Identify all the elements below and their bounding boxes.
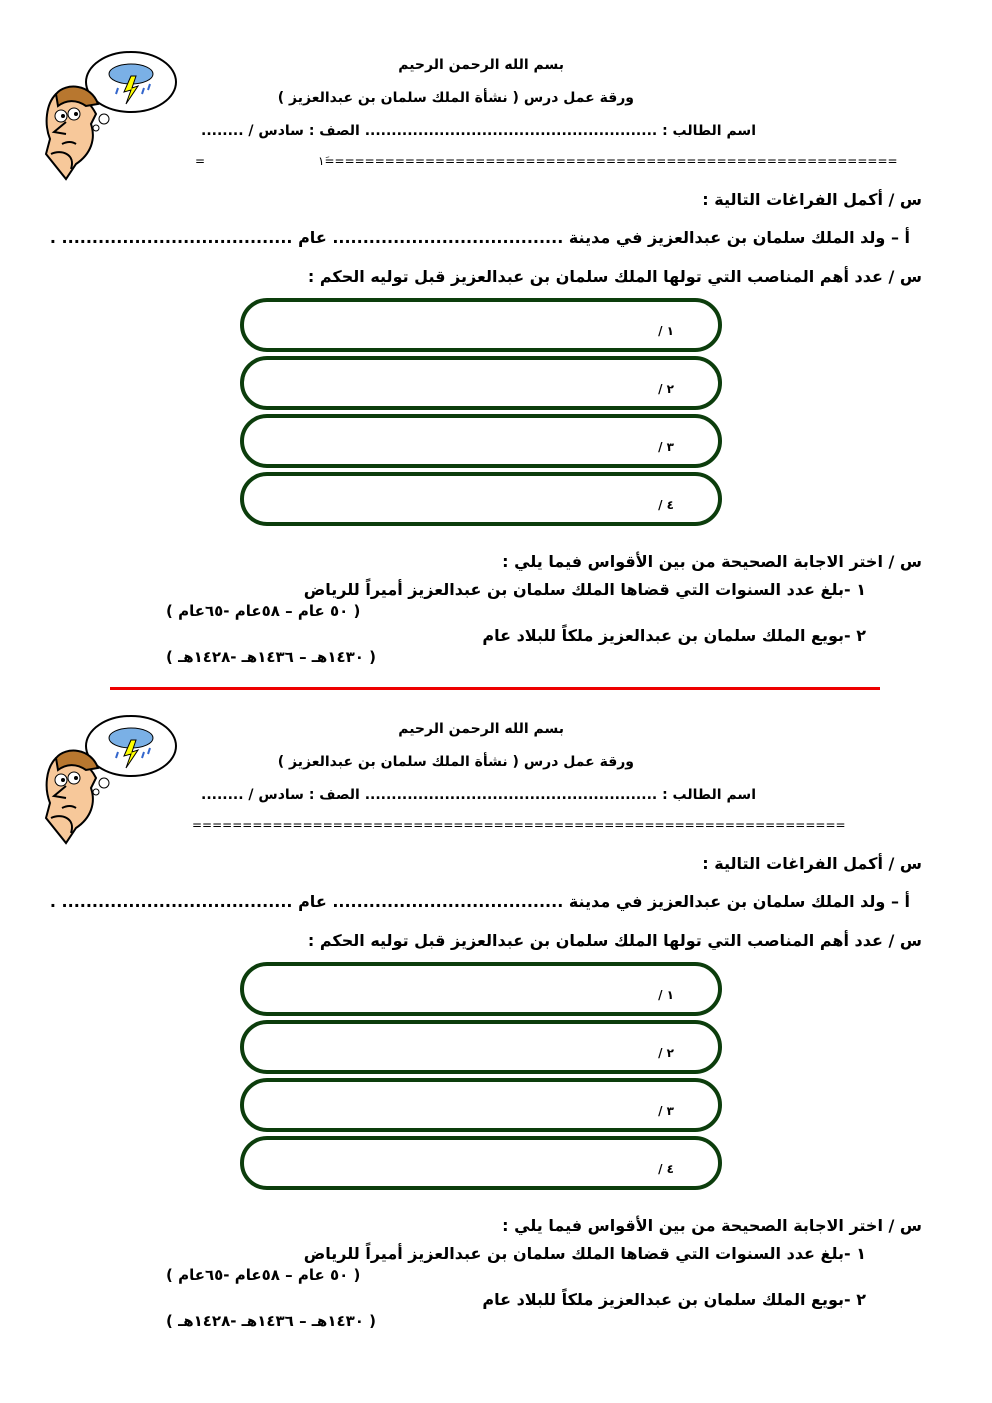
question-fill-blanks: س / أكمل الفراغات التالية : [702,854,922,873]
answer-box[interactable] [240,356,722,410]
answer-box-number: ٢ / [658,382,674,396]
mc-question: ١ -بلغ عدد السنوات التي قضاها الملك سلمان بن عبدالعزيز أميراً للرياض [303,1244,866,1263]
fill-blank-item: أ – ولد الملك سلمان بن عبدالعزيز في مدينة ...................................... عام ...................................... . [49,228,910,247]
question-list-positions: س / عدد أهم المناصب التي تولها الملك سلمان بن عبدالعزيز قبل توليه الحكم : [307,267,922,286]
student-name-line: اسم الطالب : ....................................................... الصف : سادس / ........ [201,123,756,139]
student-name-line: اسم الطالب : ....................................................... الصف : سادس / ........ [201,787,756,803]
mc-question: ١ -بلغ عدد السنوات التي قضاها الملك سلمان بن عبدالعزيز أميراً للرياض [303,580,866,599]
question-fill-blanks: س / أكمل الفراغات التالية : [702,190,922,209]
answer-box[interactable] [240,472,722,526]
answer-box-number: ٤ / [658,1162,674,1176]
separator-line: ================================================================= [192,818,846,832]
answer-box-number: ٣ / [658,440,674,454]
worksheet-section [0,0,992,664]
mc-question: ٢ -بويع الملك سلمان بن عبدالعزيز ملكاً للبلاد عام [482,626,866,645]
separator-mark: = [195,154,206,168]
question-multiple-choice: س / اختر الاجابة الصحيحة من بين الأقواس فيما يلي : [502,552,922,571]
fill-blank-item: أ – ولد الملك سلمان بن عبدالعزيز في مدينة ...................................... عام ...................................... . [49,892,910,911]
basmala: بسم الله الرحمن الرحيم [398,57,564,73]
answer-box-number: ١ / [658,324,674,338]
thinking-boy-illustration [36,708,186,852]
question-list-positions: س / عدد أهم المناصب التي تولها الملك سلمان بن عبدالعزيز قبل توليه الحكم : [307,931,922,950]
answer-box-number: ٢ / [658,1046,674,1060]
question-multiple-choice: س / اختر الاجابة الصحيحة من بين الأقواس فيما يلي : [502,1216,922,1235]
basmala: بسم الله الرحمن الرحيم [398,721,564,737]
answer-box-number: ٤ / [658,498,674,512]
answer-box[interactable] [240,1020,722,1074]
mc-question: ٢ -بويع الملك سلمان بن عبدالعزيز ملكاً للبلاد عام [482,1290,866,1309]
answer-box[interactable] [240,298,722,352]
mc-options: ( ١٤٣٠هـ – ١٤٣٦هـ -١٤٢٨هـ ) [166,648,377,666]
mc-options: ( ١٤٣٠هـ – ١٤٣٦هـ -١٤٢٨هـ ) [166,1312,377,1330]
answer-box[interactable] [240,1136,722,1190]
worksheet-title: ورقة عمل درس ( نشأة الملك سلمان بن عبدالعزيز ) [277,90,634,106]
answer-box[interactable] [240,414,722,468]
mc-options: ( ٥٠ عام – ٥٨عام -٦٥عام ) [166,602,361,620]
worksheet-title: ورقة عمل درس ( نشأة الملك سلمان بن عبدالعزيز ) [277,754,634,770]
answer-box-number: ١ / [658,988,674,1002]
answer-box-number: ٣ / [658,1104,674,1118]
worksheet-section [0,664,992,1328]
answer-box[interactable] [240,1078,722,1132]
mc-options: ( ٥٠ عام – ٥٨عام -٦٥عام ) [166,1266,361,1284]
separator-line: ١َ========================================================= [318,154,898,168]
thinking-boy-illustration [36,44,186,188]
answer-box[interactable] [240,962,722,1016]
